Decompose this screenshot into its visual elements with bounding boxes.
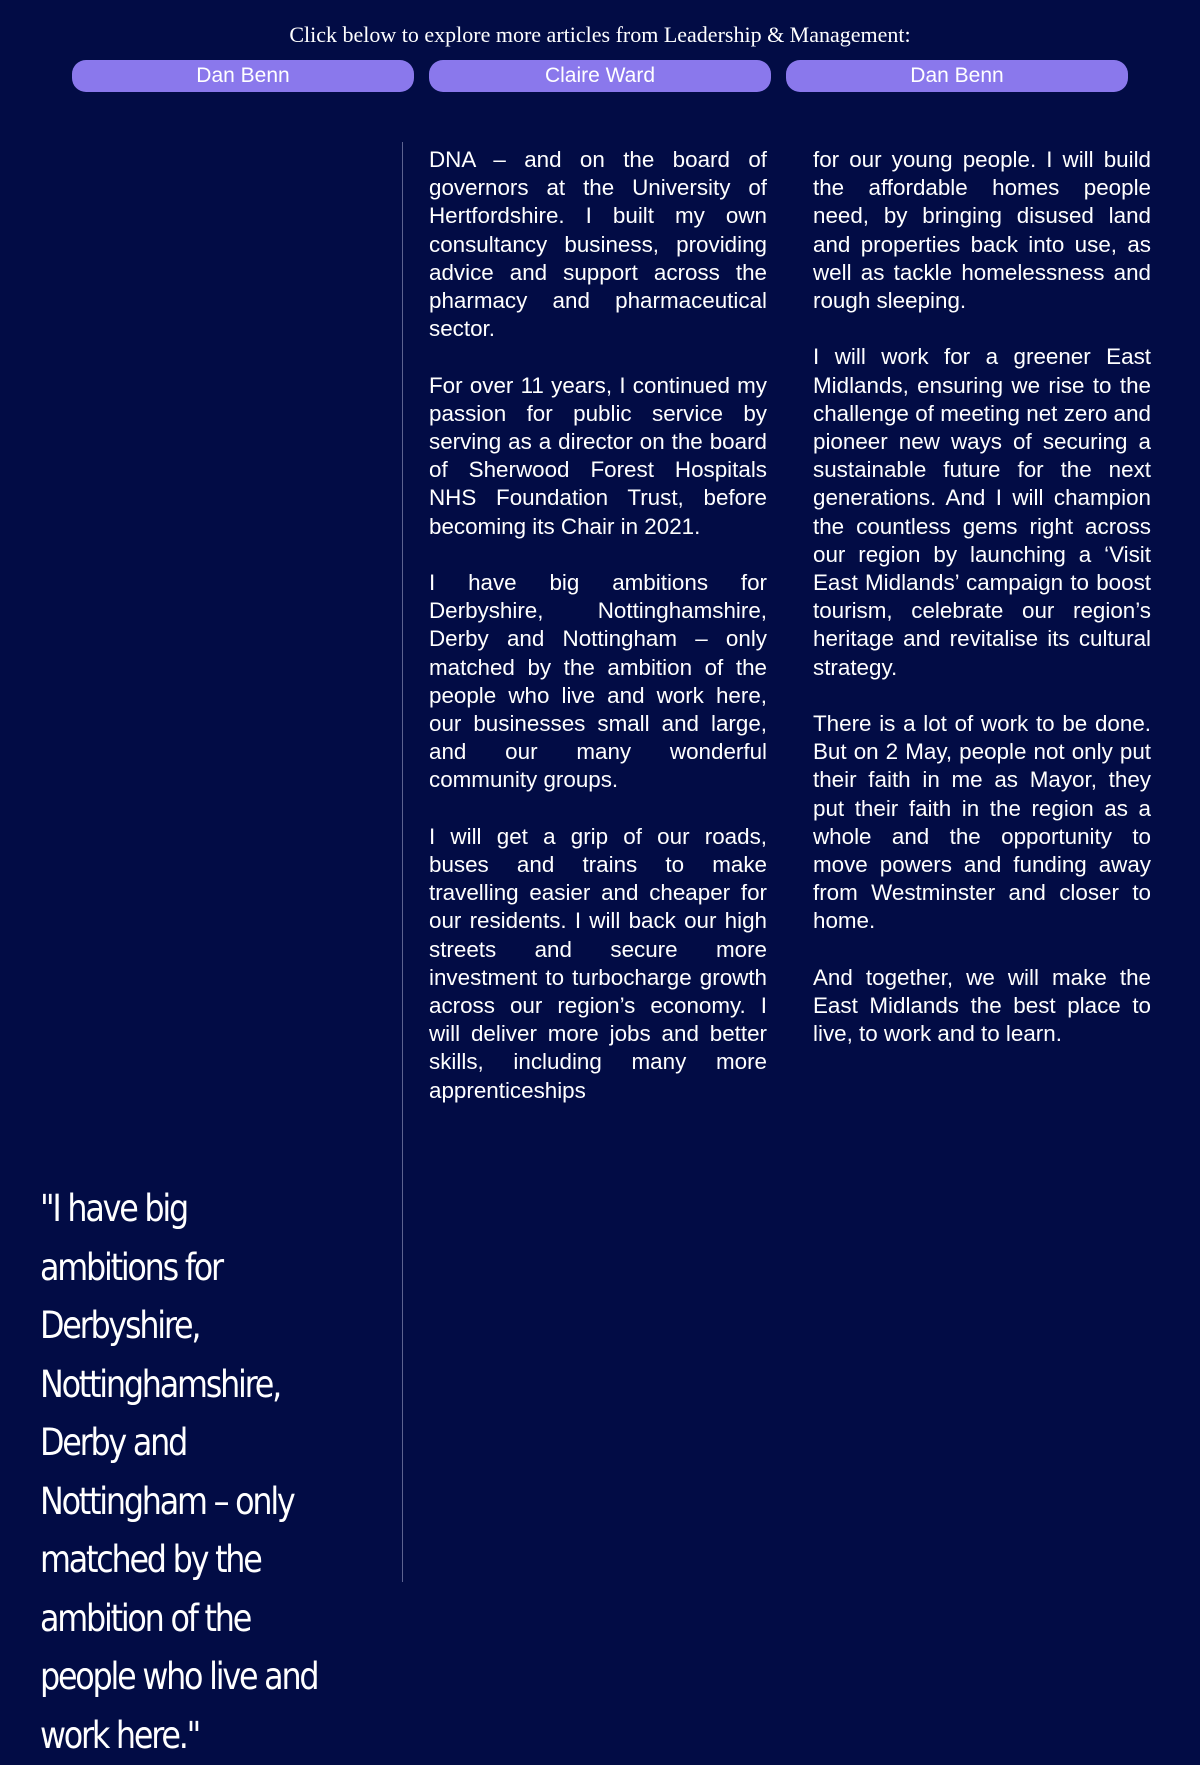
article-paragraph: There is a lot of work to be done. But on 2 May, people not only put their faith in me as Mayor, they put their faith in the region as a whole and the opportunity to move powers and funding away from Westminster and closer to home. [813,711,1151,934]
article-link-claire-ward[interactable]: Claire Ward [429,60,771,92]
article-column-1 [429,146,767,1133]
article-link-dan-benn-2[interactable]: Dan Benn [786,60,1128,92]
article-paragraph: for our young people. I will build the affordable homes people need, by bringing disused land and properties back into use, as well as tackle homelessness and rough sleeping. [813,147,1151,314]
related-articles-nav [72,60,1130,92]
article-paragraph: And together, we will make the East Midlands the best place to live, to work and to learn. [813,964,1151,1047]
article-paragraph: I will get a grip of our roads, buses and trains to make travelling easier and cheaper for our residents. I will back our high streets and secure more investment to turbocharge growth across our region’s economy. I will deliver more jobs and better skills, including many more apprenticeships [429,823,767,1103]
article-column-2 [813,146,1151,1077]
pull-quote: "I have big ambitions for Derbyshire, Nottinghamshire, Derby and Nottingham – only matched by the ambition of the people who live and work here." [40,1187,318,1757]
article-paragraph: I will work for a greener East Midlands, ensuring we rise to the challenge of meeting net zero and pioneer new ways of securing a sustainable future for the next generations. And I will champion the countless gems right across our region by launching a ‘Visit East Midlands’ campaign to boost tourism, celebrate our region’s heritage and revitalise its cultural strategy. [813,344,1151,680]
related-articles-heading: Click below to explore more articles from Leadership & Management: [289,22,911,47]
article-paragraph: I have big ambitions for Derbyshire, Nottinghamshire, Derby and Nottingham – only matched by the ambition of the people who live and work here, our businesses small and large, and our many wonderful community groups. [429,570,767,793]
column-divider [402,142,403,1582]
article-link-dan-benn[interactable]: Dan Benn [72,60,414,92]
article-paragraph: DNA – and on the board of governors at the University of Hertfordshire. I built my own consultancy business, providing advice and support across the pharmacy and pharmaceutical sector. [429,147,767,342]
article-paragraph: For over 11 years, I continued my passion for public service by serving as a director on the board of Sherwood Forest Hospitals NHS Foundation Trust, before becoming its Chair in 2021. [429,372,767,539]
